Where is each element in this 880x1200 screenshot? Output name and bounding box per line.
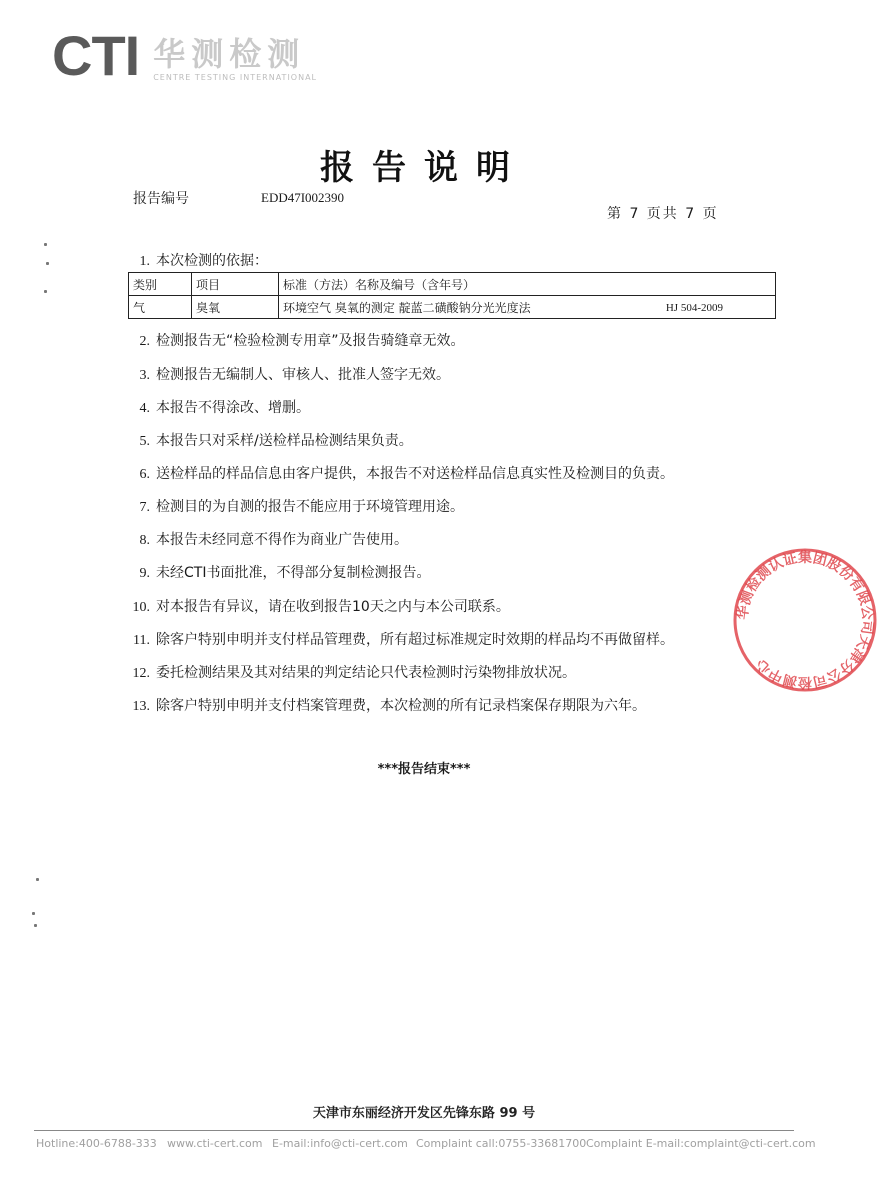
note-item: [124, 364, 450, 384]
logo-cn-name: 华测检测: [153, 35, 306, 73]
note-text: 送检样品的样品信息由客户提供，本报告不对送检样品信息真实性及检测目的负责。: [156, 466, 674, 482]
note-item: [124, 397, 310, 417]
logo-en-name: CENTRE TESTING INTERNATIONAL: [153, 73, 318, 82]
page-title: 报告说明: [320, 148, 528, 188]
end-of-report-mark: ***报告结束***: [377, 762, 471, 777]
table-row: [129, 296, 776, 319]
report-number-label: 报告编号: [133, 191, 189, 207]
footer-hotline: Hotline:400-6788-333: [36, 1137, 157, 1150]
note-item: [124, 430, 413, 450]
note-text: 检测目的为自测的报告不能应用于环境管理用途。: [156, 499, 464, 515]
note-text: 检测报告无编制人、审核人、批准人签字无效。: [156, 367, 450, 383]
note-number: 10.: [132, 600, 150, 615]
note-number: 1.: [139, 254, 150, 269]
note-text: 除客户特别申明并支付样品管理费，所有超过标准规定时效期的样品均不再做留样。: [156, 632, 674, 648]
note-text: 对本报告有异议，请在收到报告10天之内与本公司联系。: [156, 599, 510, 615]
logo-text: [153, 37, 317, 82]
header-item: 项目: [192, 273, 279, 296]
cell-category: 气: [129, 296, 192, 319]
report-number: EDD47I002390: [261, 190, 345, 205]
note-item: [124, 596, 510, 616]
standards-table: [128, 272, 776, 319]
note-number: 12.: [132, 666, 150, 681]
company-address: 天津市东丽经济开发区先锋东路 99 号: [312, 1106, 536, 1121]
note-number: 7.: [139, 500, 150, 515]
note-number: 2.: [139, 334, 150, 349]
note-item: [124, 662, 576, 682]
header-standard: 标准（方法）名称及编号（含年号）: [279, 273, 776, 296]
cell-standard: [279, 296, 776, 319]
note-number: 8.: [139, 533, 150, 548]
note-number: 9.: [139, 566, 150, 581]
note-item: [124, 562, 430, 582]
footer-complaint-email[interactable]: Complaint E-mail:complaint@cti-cert.com: [586, 1137, 816, 1150]
note-text: 委托检测结果及其对结果的判定结论只代表检测时污染物排放状况。: [156, 665, 576, 681]
footer-complaint-call: Complaint call:0755-33681700: [416, 1137, 587, 1150]
note-item-1: [124, 250, 268, 270]
note-text: 未经CTI书面批准，不得部分复制检测报告。: [156, 565, 431, 581]
note-number: 11.: [133, 633, 150, 648]
note-text: 检测报告无“检验检测专用章”及报告骑缝章无效。: [156, 333, 465, 349]
page-info: 第 7 页共 7 页: [607, 206, 719, 222]
footer-website[interactable]: www.cti-cert.com: [167, 1137, 263, 1150]
footer-email[interactable]: E-mail:info@cti-cert.com: [272, 1137, 408, 1150]
logo-mark: CTI: [52, 24, 140, 87]
note-item: [124, 529, 408, 549]
footer-divider: [34, 1130, 794, 1131]
standard-name: 环境空气 臭氧的测定 靛蓝二磺酸钠分光光度法: [283, 300, 531, 315]
company-seal: [730, 545, 880, 695]
note-item: [124, 629, 674, 649]
note-number: 5.: [139, 434, 150, 449]
cell-item: 臭氧: [192, 296, 279, 319]
note-text: 本报告不得涂改、增删。: [156, 400, 310, 416]
header-category: 类别: [129, 273, 192, 296]
note-text: 本次检测的依据：: [156, 253, 268, 269]
table-header-row: [129, 273, 776, 296]
note-item: [124, 496, 464, 516]
note-text: 本报告未经同意不得作为商业广告使用。: [156, 532, 408, 548]
note-number: 3.: [139, 368, 150, 383]
note-item: [124, 330, 465, 350]
note-number: 6.: [139, 467, 150, 482]
note-item: [124, 463, 674, 483]
note-number: 13.: [132, 699, 150, 714]
seal-text: 华测检测认证集团股份有限公司天津分公司检测中心: [734, 549, 876, 691]
note-item: [124, 695, 646, 715]
note-text: 除客户特别申明并支付档案管理费，本次检测的所有记录档案保存期限为六年。: [156, 698, 646, 714]
note-number: 4.: [139, 401, 150, 416]
company-logo: [52, 24, 318, 87]
note-text: 本报告只对采样/送检样品检测结果负责。: [156, 433, 413, 449]
standard-code: HJ 504-2009: [665, 302, 723, 314]
